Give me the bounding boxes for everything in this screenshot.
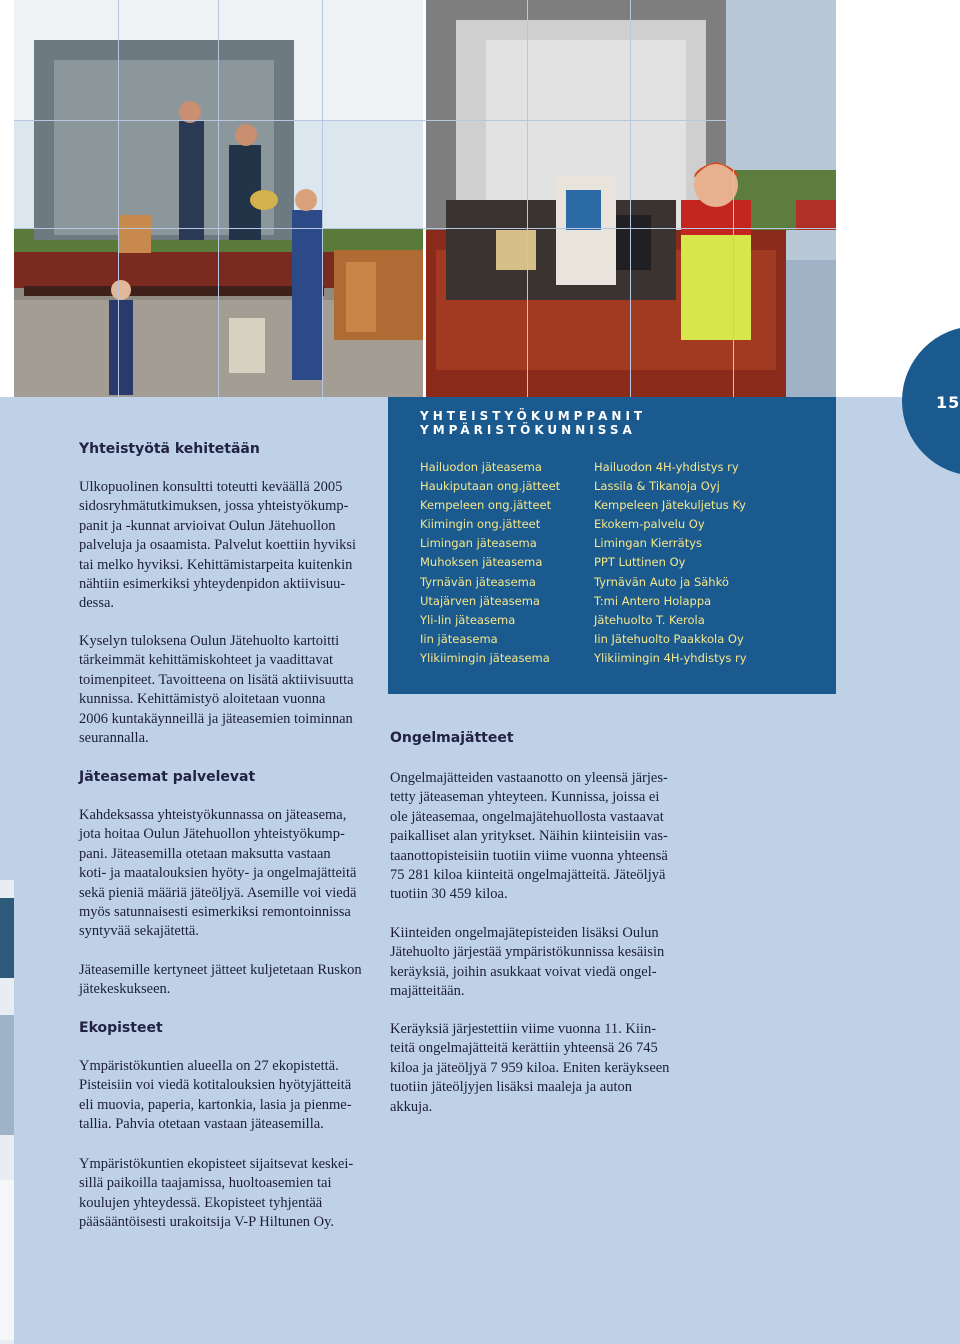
list-item: Kempeleen Jätekuljetus Ky: [594, 498, 746, 513]
guide-line: [527, 0, 528, 397]
paragraph: Ulkopuolinen konsultti toteutti keväällä 2005 sidosryhmätutkimuksen, jossa yhteistyökump- panit ja -kunnat arvioivat Oulun Jätehuollon palveluja ja osaamista. Palvelut koettiin hyviksi tai melko hyviksi. Kehittämistarpeita kuitenkin nähtiin esimerkiksi yhteydenpidon aktiivisuu- dessa.: [79, 479, 357, 612]
list-item: PPT Luttinen Oy: [594, 555, 686, 570]
guide-line: [218, 0, 219, 397]
list-item: T:mi Antero Holappa: [594, 593, 712, 608]
list-item: Ylikiimingin jäteasema: [420, 650, 550, 665]
guide-line: [118, 0, 119, 397]
left-edge-photo-strip: [0, 880, 14, 1344]
list-item: Utajärven jäteasema: [420, 593, 540, 608]
list-item: Iin Jätehuolto Paakkola Oy: [594, 631, 744, 646]
section-heading-cooperation: Yhteistyötä kehitetään: [79, 441, 260, 457]
list-item: Hailuodon 4H-yhdistys ry: [594, 460, 739, 474]
list-item: Tyrnävän jäteasema: [420, 574, 536, 589]
list-item: Tyrnävän Auto ja Sähkö: [594, 574, 729, 589]
paragraph: Kyselyn tuloksena Oulun Jätehuolto kartoitti tärkeimmät kehittämiskohteet ja vaadittavat toimenpiteet. Tavoitteena on lisätä aktiivisuutta kunnissa. Kehittämistyö aloitetaan vuonna 2006 kuntakäynneillä ja jäteasemien toiminnan seurannalla.: [79, 633, 354, 747]
paragraph: Jäteasemille kertyneet jätteet kuljetetaan Ruskon jätekeskukseen.: [79, 962, 362, 998]
paragraph: Keräyksiä järjestettiin viime vuonna 11. Kiin- teitä ongelmajätteitä kerättiin yhteensä 26 745 kiloa ja jäteöljyä 7 959 kiloa. Eniten keräykseen tuotiin jäteöljyjen lisäksi maaleja ja auton akkuja.: [390, 1021, 670, 1115]
list-item: Lassila & Tikanoja Oyj: [594, 479, 720, 494]
list-item: Jätehuolto T. Kerola: [594, 612, 705, 627]
guide-line: [322, 0, 323, 397]
partners-box-title: YHTEISTYÖKUMPPANIT YMPÄRISTÖKUNNISSA: [420, 409, 647, 437]
guide-line: [14, 228, 836, 229]
list-item: Limingan jäteasema: [420, 536, 537, 551]
photo-waste-container: [426, 0, 836, 397]
page-number: 15: [936, 393, 960, 412]
list-item: Ylikiimingin 4H-yhdistys ry: [594, 650, 747, 665]
partners-box: [388, 397, 836, 694]
section-heading-stations: Jäteasemat palvelevat: [79, 769, 256, 785]
list-item: Muhoksen jäteasema: [420, 555, 543, 570]
guide-line: [733, 0, 734, 397]
list-item: Iin jäteasema: [420, 631, 498, 646]
list-item: Kiimingin ong.jätteet: [420, 517, 541, 532]
list-item: Yli-Iin jäteasema: [420, 612, 516, 627]
paragraph: Kiinteiden ongelmajätepisteiden lisäksi Oulun Jätehuolto järjestää ympäristökunnissa kesäisin keräyksiä, joihin asukkaat voivat viedä ongel- majätteitään.: [390, 925, 665, 1000]
section-heading-hazardous-waste: Ongelmajätteet: [390, 730, 514, 746]
paragraph: Kahdeksassa yhteistyökunnassa on jäteasema, jota hoitaa Oulun Jätehuollon yhteistyökump- pani. Jäteasemilla otetaan maksutta vastaan koti- ja maatalouksien hyöty- ja ongelmajätteitä sekä pieniä määriä jäteöljyä. Asemille voi viedä myös satunnaisesti esimerkiksi remontoinnissa syntyvää sekajätettä.: [79, 807, 357, 940]
guide-line: [630, 0, 631, 397]
stations-list: [420, 458, 560, 668]
list-item: Hailuodon jäteasema: [420, 460, 542, 474]
section-heading-ecopoints: Ekopisteet: [79, 1020, 163, 1036]
paragraph: Ympäristökuntien alueella on 27 ekopistettä. Pisteisiin voi viedä kotitalouksien hyötyjätteitä eli muovia, paperia, kartonkia, lasia ja pienme- tallia. Pahvia otetaan vastaan jäteasemilla.: [79, 1058, 352, 1133]
list-item: Haukiputaan ong.jätteet: [420, 479, 561, 494]
list-item: Kempeleen ong.jätteet: [420, 498, 552, 513]
partners-list: [594, 458, 747, 668]
guide-line: [14, 120, 836, 121]
list-item: Limingan Kierrätys: [594, 536, 702, 551]
paragraph: Ongelmajätteiden vastaanotto on yleensä järjes- tetty jäteaseman yhteyteen. Kunnissa, joissa ei ole jäteasemaa, ongelmajätehuollosta vastaavat paikalliset alan yritykset. Näihin kiinteisiin vas- taanottopisteisiin tuotiin viime vuonna yhteensä 75 281 kiloa kiinteitä ongelmajätteitä. Jäteöljyä tuotiin 30 459 kiloa.: [390, 770, 668, 903]
list-item: Ekokem-palvelu Oy: [594, 517, 705, 532]
paragraph: Ympäristökuntien ekopisteet sijaitsevat keskei- sillä paikoilla taajamissa, huoltoasemien tai koulujen yhteydessä. Ekopisteet tyhjentää pääsääntöisesti urakoitsija V-P Hiltunen Oy.: [79, 1156, 354, 1231]
